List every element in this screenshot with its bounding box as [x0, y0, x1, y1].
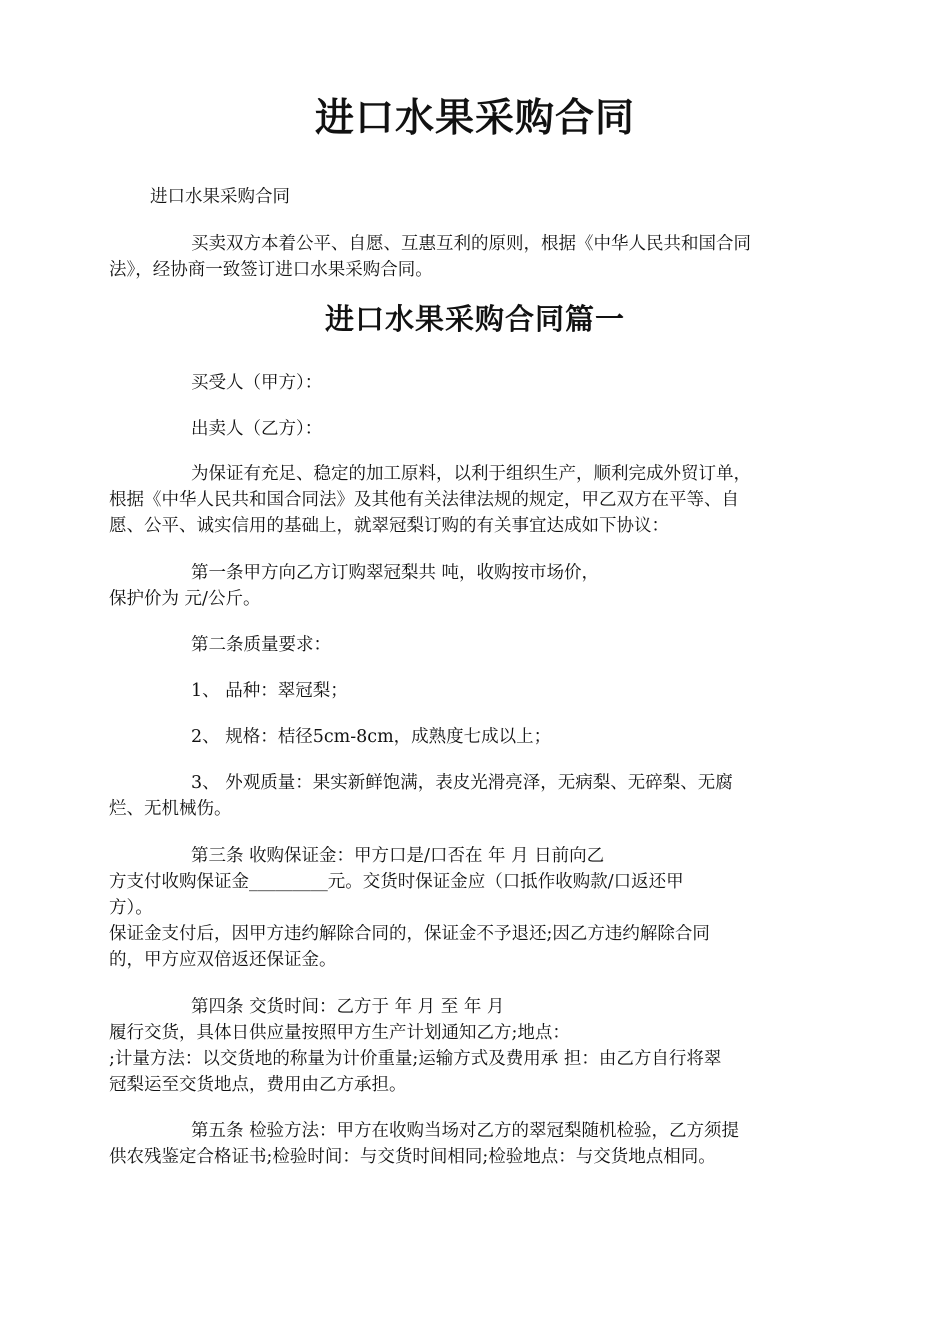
buyer-line: 买受人（甲方）：: [191, 373, 323, 393]
intro-line-1: 买卖双方本着公平、自愿、互惠互利的原则，根据《中华人民共和国合同: [191, 234, 751, 254]
preamble-paragraph: [109, 461, 841, 539]
item2-paragraph: [109, 724, 841, 750]
subheading-line: 进口水果采购合同: [150, 187, 290, 207]
article5-line-2: 供农残鉴定合格证书;检验时间：与交货时间相同;检验地点：与交货地点相同。: [109, 1147, 716, 1167]
article4-line-3: ;计量方法：以交货地的称量为计价重量;运输方式及费用承 担：由乙方自行将翠: [109, 1049, 722, 1069]
article4-line-2: 履行交货，具体日供应量按照甲方生产计划通知乙方;地点：: [109, 1023, 570, 1043]
preamble-line-1: 为保证有充足、稳定的加工原料，以利于组织生产，顺利完成外贸订单，: [191, 464, 751, 484]
item3-line-1: 3、 外观质量：果实新鲜饱满，表皮光滑亮泽，无病梨、无碎梨、无腐: [191, 773, 733, 793]
item2-line: 2、 规格：桔径5cm-8cm，成熟度七成以上；: [191, 727, 552, 747]
article2-heading: [109, 632, 841, 658]
article3-line-4: 保证金支付后，因甲方违约解除合同的，保证金不予退还;因乙方违约解除合同: [109, 924, 710, 944]
seller-line: 出卖人（乙方）：: [191, 419, 323, 439]
section-title: 进口水果采购合同篇一: [324, 302, 625, 336]
item1-line: 1、 品种：翠冠梨；: [191, 681, 348, 701]
item3-paragraph: [109, 770, 841, 822]
article1-line-1: 第一条甲方向乙方订购翠冠梨共 吨，收购按市场价，: [191, 563, 600, 583]
article4-paragraph: [109, 994, 841, 1098]
article3-paragraph: [109, 843, 841, 973]
item1-paragraph: [109, 678, 841, 704]
item3-line-2: 烂、无机械伤。: [109, 799, 232, 819]
article2-heading-line: 第二条质量要求：: [191, 635, 331, 655]
document-title: 进口水果采购合同: [314, 96, 635, 141]
article1-line-2: 保护价为 元/公斤。: [109, 589, 261, 609]
article5-paragraph: [109, 1118, 841, 1170]
intro-paragraph: [109, 231, 841, 283]
article4-line-4: 冠梨运至交货地点，费用由乙方承担。: [109, 1075, 407, 1095]
article4-line-1: 第四条 交货时间：乙方于 年 月 至 年 月: [191, 997, 505, 1017]
preamble-line-2: 根据《中华人民共和国合同法》及其他有关法律法规的规定，甲乙双方在平等、自: [109, 490, 739, 510]
buyer-paragraph: [109, 370, 841, 396]
article3-line-5: 的，甲方应双倍返还保证金。: [109, 950, 337, 970]
article3-line-2: 方支付收购保证金_________元。交货时保证金应（口抵作收购款/口返还甲: [109, 872, 684, 892]
seller-paragraph: [109, 416, 841, 442]
article1-paragraph: [109, 560, 841, 612]
article5-line-1: 第五条 检验方法：甲方在收购当场对乙方的翠冠梨随机检验，乙方须提: [191, 1121, 740, 1141]
article3-line-1: 第三条 收购保证金：甲方口是/口否在 年 月 日前向乙: [191, 846, 605, 866]
intro-line-2: 法》，经协商一致签订进口水果采购合同。: [109, 260, 433, 280]
preamble-line-3: 愿、公平、诚实信用的基础上，就翠冠梨订购的有关事宜达成如下协议：: [109, 516, 669, 536]
article3-line-3: 方）。: [109, 898, 153, 918]
subheading-paragraph: [109, 184, 841, 210]
